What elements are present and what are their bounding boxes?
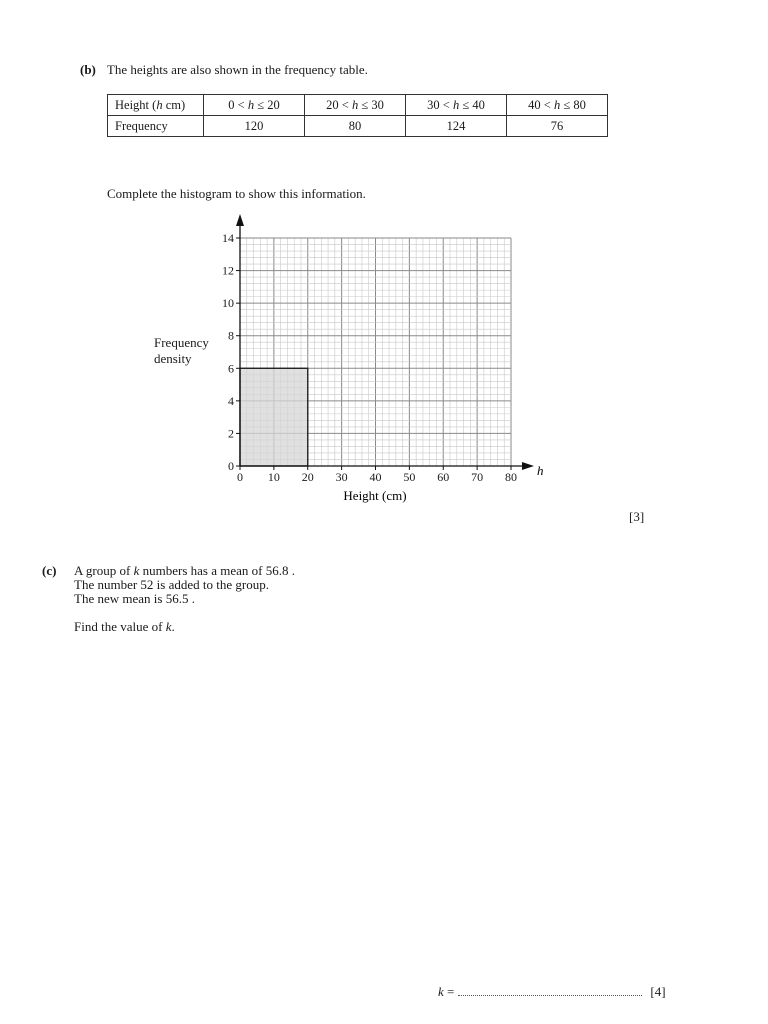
x-axis-symbol: h — [537, 463, 544, 478]
frequency-cell: 124 — [406, 116, 507, 137]
y-tick-label: 8 — [228, 328, 234, 343]
histogram-bars — [240, 368, 308, 466]
x-tick-label: 20 — [301, 470, 314, 484]
x-axis-label: Height (cm) — [343, 488, 407, 503]
x-tick-label: 0 — [237, 470, 243, 484]
part-b-text: The heights are also shown in the frequency table. — [106, 62, 368, 77]
answer-line — [438, 984, 666, 1000]
part-b-label: (b) — [80, 62, 96, 77]
x-tick-label: 60 — [437, 470, 450, 484]
histogram-bar — [240, 368, 308, 466]
x-tick-label: 10 — [267, 470, 280, 484]
answer-label: k = — [438, 984, 455, 999]
x-tick-label: 50 — [403, 470, 416, 484]
histogram-instruction: Complete the histogram to show this information. — [107, 186, 366, 201]
y-tick-label: 14 — [222, 231, 234, 245]
part-c-marks: [4] — [650, 984, 666, 999]
frequency-cell: 76 — [507, 116, 608, 137]
table-header-height: Height (h cm) — [108, 95, 204, 116]
y-tick-label: 12 — [222, 263, 234, 278]
y-tick-label: 0 — [228, 459, 234, 473]
class-cell: 30 < h ≤ 40 — [406, 95, 507, 116]
y-tick-label: 2 — [228, 426, 234, 441]
x-tick-label: 40 — [369, 470, 382, 484]
part-c-find: Find the value of k. — [74, 619, 175, 634]
y-tick-label: 10 — [222, 296, 234, 311]
frequency-cell: 120 — [204, 116, 305, 137]
answer-blank[interactable] — [458, 985, 642, 996]
class-cell: 40 < h ≤ 80 — [507, 95, 608, 116]
x-tick-label: 70 — [471, 470, 484, 484]
x-tick-label: 80 — [505, 470, 517, 484]
class-cell: 20 < h ≤ 30 — [305, 95, 406, 116]
x-axis-arrow — [522, 462, 534, 470]
y-tick-label: 4 — [228, 393, 234, 408]
table-header-frequency: Frequency — [108, 116, 204, 137]
part-c-line1: A group of k numbers has a mean of 56.8 . — [74, 563, 295, 578]
frequency-cell: 80 — [305, 116, 406, 137]
y-axis-arrow — [236, 214, 244, 226]
part-c-line3: The new mean is 56.5 . — [74, 591, 195, 606]
part-b-marks: [3] — [629, 509, 645, 524]
class-cell: 0 < h ≤ 20 — [204, 95, 305, 116]
y-axis-label-line1: Frequency — [154, 335, 209, 350]
part-c-question — [42, 564, 295, 606]
x-tick-label: 30 — [335, 470, 348, 484]
part-c-label: (c) — [42, 563, 57, 578]
y-tick-label: 6 — [228, 361, 234, 376]
y-axis-label-line2: density — [154, 351, 192, 366]
part-c-line2: The number 52 is added to the group. — [74, 577, 269, 592]
